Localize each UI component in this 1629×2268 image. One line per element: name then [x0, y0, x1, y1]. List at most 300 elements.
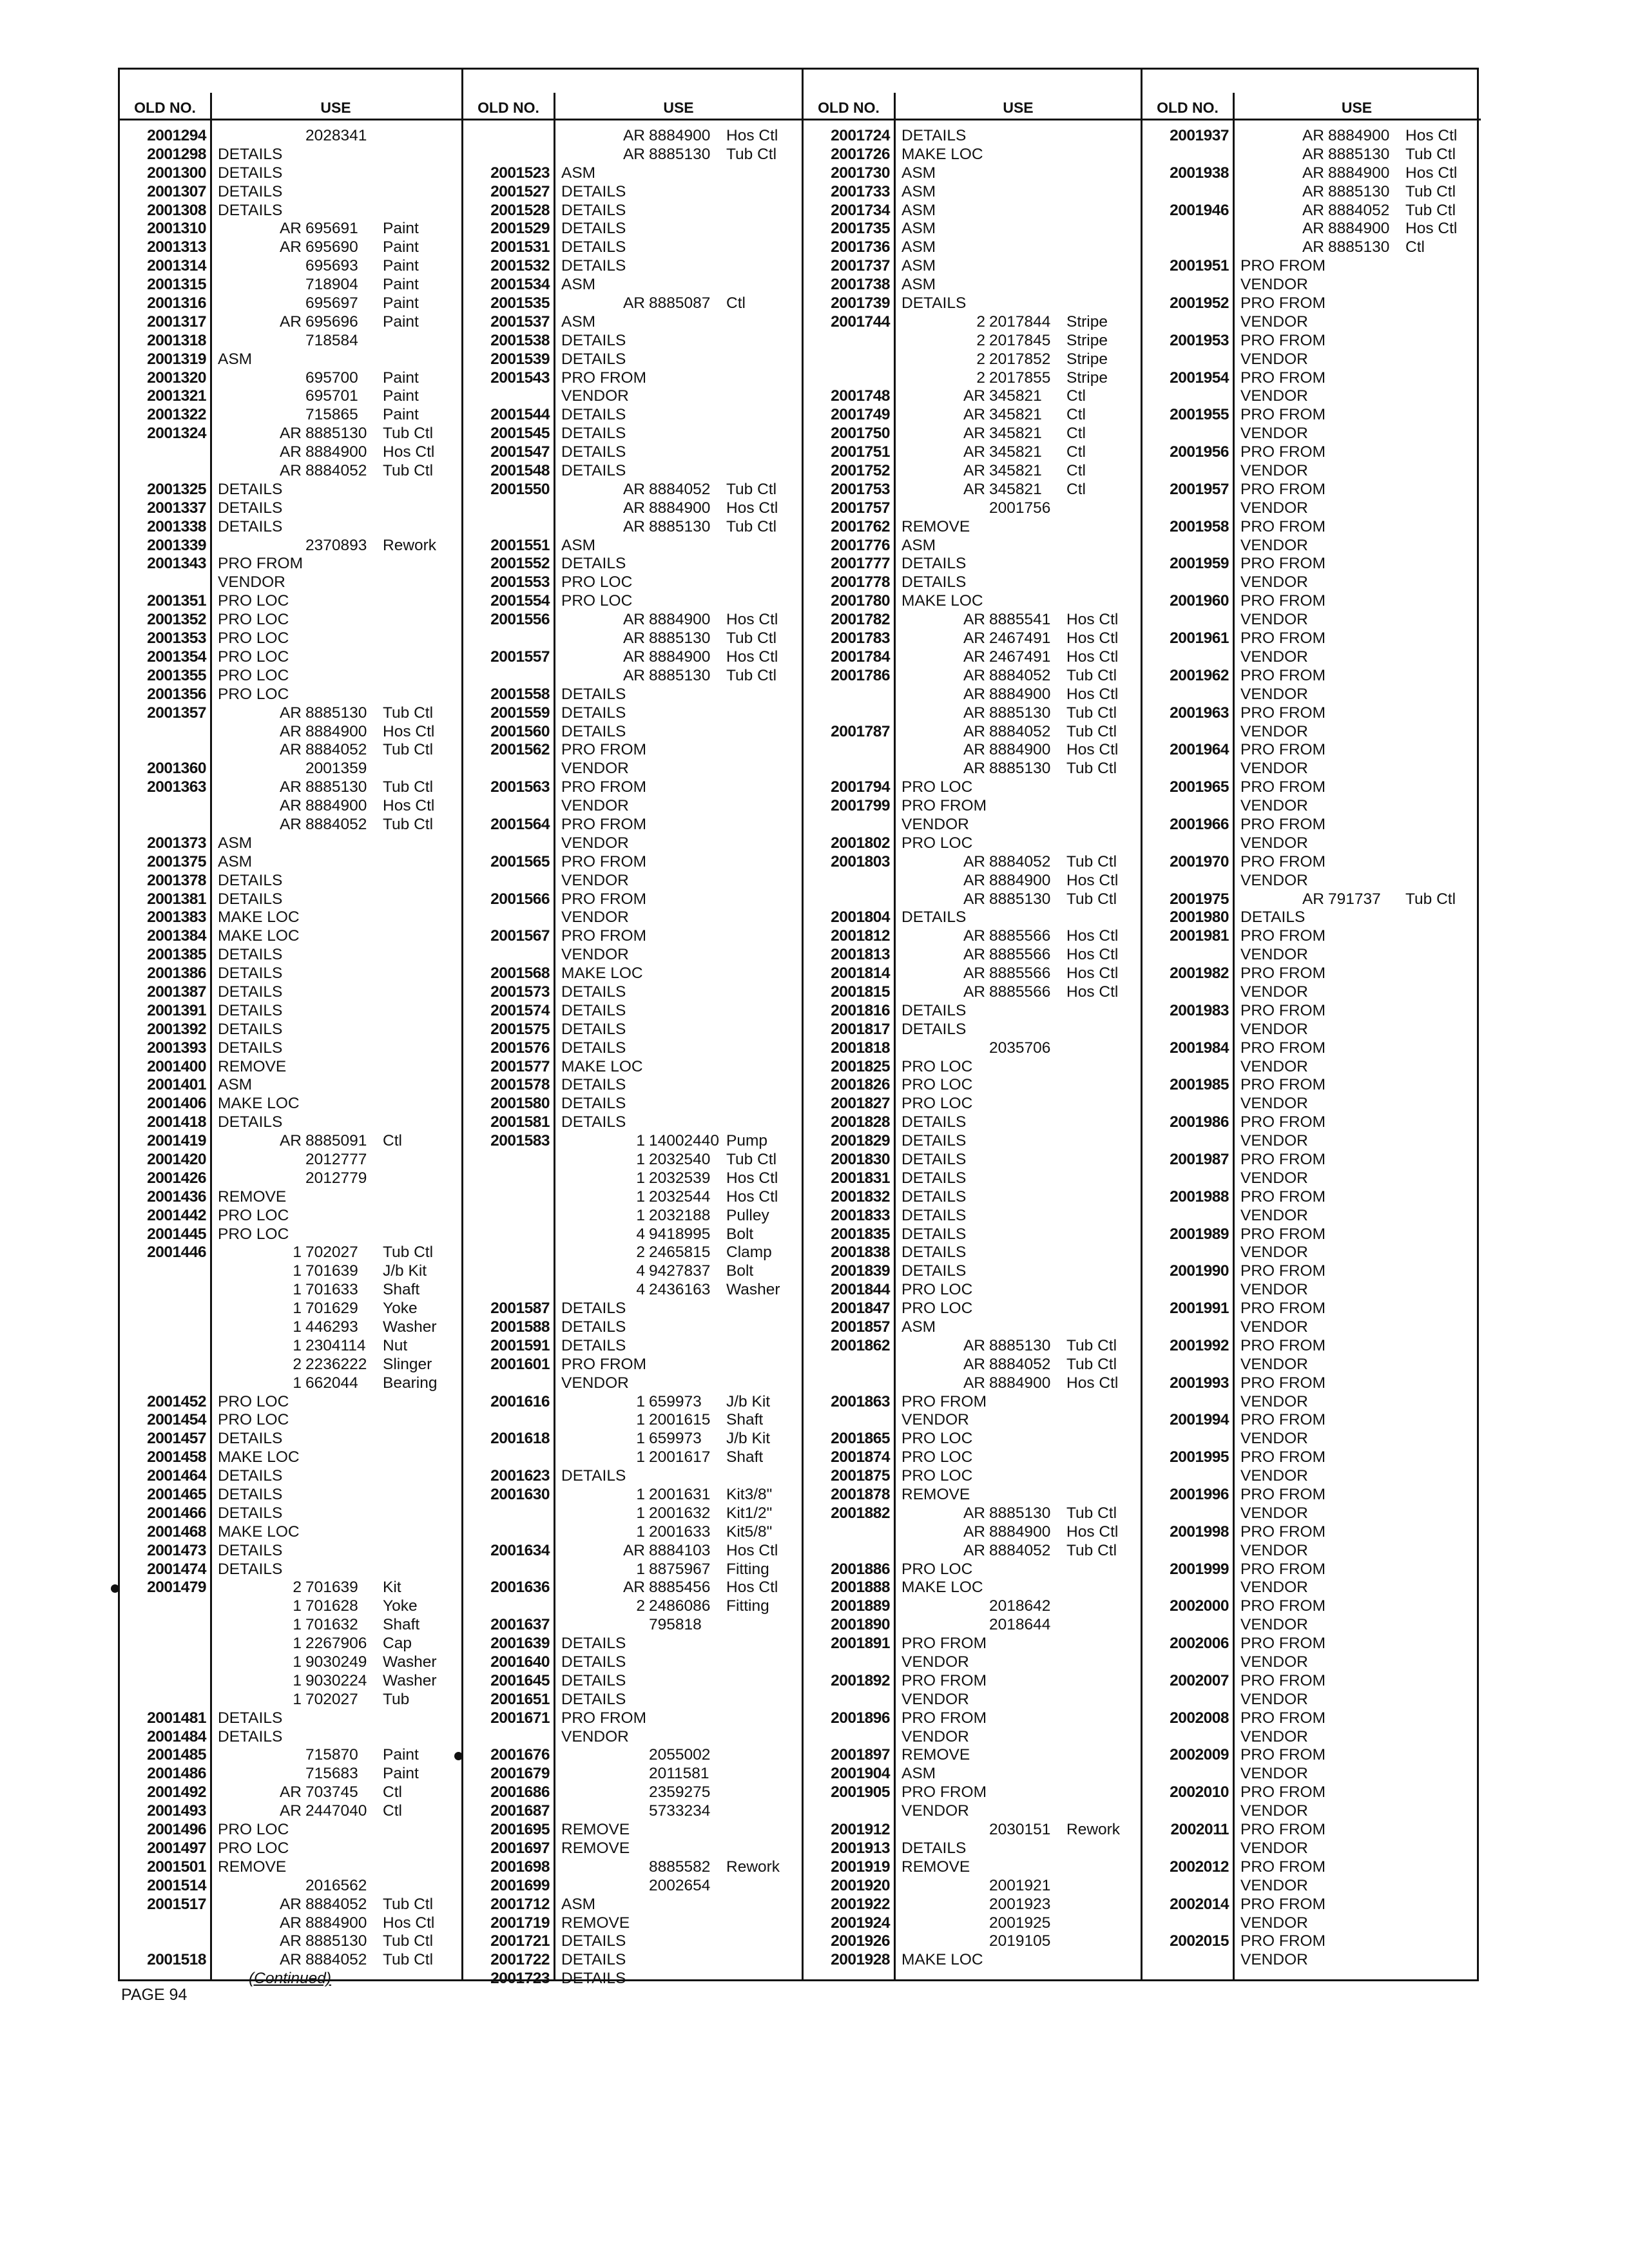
table-row — [120, 816, 461, 834]
old-number: 2001300 — [147, 164, 206, 182]
table-row — [804, 406, 1142, 425]
status-text: DETAILS — [561, 1076, 626, 1094]
part-number: 2001925 — [989, 1914, 1051, 1932]
table-row — [463, 313, 804, 332]
table-row — [120, 611, 461, 629]
part-number: 2018644 — [989, 1616, 1051, 1634]
quantity: AR — [963, 704, 985, 722]
part-number: 345821 — [989, 387, 1042, 405]
table-row — [120, 1244, 461, 1262]
table-row — [804, 1765, 1142, 1783]
table-row — [804, 816, 1142, 834]
old-number: 2001338 — [147, 517, 206, 535]
part-number: 791737 — [1328, 890, 1381, 908]
table-row — [804, 332, 1142, 351]
status-text: VENDOR — [1240, 1914, 1308, 1932]
old-number: 2001905 — [831, 1783, 890, 1802]
old-number: 2001985 — [1170, 1076, 1229, 1094]
quantity: AR — [622, 127, 645, 144]
table-row — [804, 629, 1142, 648]
old-number: 2001787 — [831, 722, 890, 740]
part-description: Hos Ctl — [1066, 629, 1119, 648]
part-description: Paint — [383, 294, 419, 312]
part-number: 2447040 — [305, 1802, 367, 1820]
quantity: 2 — [976, 331, 985, 349]
status-text: VENDOR — [1240, 276, 1308, 294]
old-number: 2001591 — [490, 1336, 550, 1354]
table-row — [1142, 1542, 1481, 1561]
old-number: 2001458 — [147, 1448, 206, 1466]
part-number: 8884900 — [989, 1374, 1051, 1392]
part-number: 2359275 — [649, 1783, 711, 1802]
table-row — [1142, 797, 1481, 816]
part-description: Ctl — [1066, 462, 1086, 480]
old-number: 2001982 — [1170, 965, 1229, 983]
table-row — [804, 1635, 1142, 1653]
part-number: 8884052 — [989, 1541, 1051, 1559]
part-description: Hos Ctl — [1066, 946, 1119, 964]
status-text: VENDOR — [1240, 462, 1308, 480]
part-number: 2012779 — [305, 1169, 367, 1187]
quantity: AR — [622, 629, 645, 648]
part-number: 8885130 — [305, 1932, 367, 1950]
table-row — [120, 1002, 461, 1021]
old-number: 2001639 — [490, 1635, 550, 1653]
old-number: 2001961 — [1170, 629, 1229, 648]
status-text: REMOVE — [901, 1858, 970, 1876]
part-description: Shaft — [726, 1448, 764, 1466]
table-row — [463, 1970, 804, 1988]
old-number: 2001383 — [147, 908, 206, 927]
old-number: 2001687 — [490, 1802, 550, 1820]
status-text: VENDOR — [1240, 1467, 1308, 1485]
status-text: DETAILS — [561, 722, 626, 740]
old-number: 2001992 — [1170, 1336, 1229, 1354]
old-number: 2001566 — [490, 890, 550, 908]
old-number: 2001739 — [831, 294, 890, 312]
quantity: 1 — [636, 1392, 645, 1410]
quantity: AR — [1302, 127, 1324, 144]
old-number: 2001812 — [831, 927, 890, 945]
status-text: VENDOR — [1240, 1244, 1308, 1262]
old-number: 2001994 — [1170, 1411, 1229, 1429]
old-number: 2001695 — [490, 1821, 550, 1839]
old-number: 2001757 — [831, 499, 890, 517]
part-description: J/b Kit — [383, 1262, 427, 1280]
part-number: 8884900 — [649, 127, 711, 144]
old-number: 2001825 — [831, 1057, 890, 1075]
table-row — [120, 127, 461, 146]
table-row — [120, 946, 461, 965]
old-number: 2001531 — [490, 238, 550, 256]
part-number: 701628 — [305, 1597, 358, 1615]
table-row — [463, 872, 804, 890]
part-number: 8885130 — [989, 1504, 1051, 1522]
table-row — [463, 611, 804, 629]
status-text: ASM — [218, 350, 253, 368]
status-text: VENDOR — [561, 760, 629, 778]
old-number: 2001857 — [831, 1318, 890, 1336]
table-row — [804, 1058, 1142, 1077]
old-number: 2001882 — [831, 1504, 890, 1522]
table-row — [804, 946, 1142, 965]
table-row — [1142, 1914, 1481, 1933]
status-text: VENDOR — [1240, 685, 1308, 703]
old-number: 2001953 — [1170, 331, 1229, 349]
old-number: 2001562 — [490, 741, 550, 759]
quantity: 1 — [293, 1690, 302, 1708]
old-number: 2001391 — [147, 1001, 206, 1019]
part-description: Cap — [383, 1635, 412, 1653]
old-number: 2001573 — [490, 983, 550, 1001]
status-text: VENDOR — [1240, 1541, 1308, 1559]
old-number: 2001623 — [490, 1467, 550, 1485]
part-number: 345821 — [989, 443, 1042, 461]
table-row — [1142, 1653, 1481, 1672]
quantity: AR — [963, 983, 985, 1001]
part-description: Ctl — [1066, 387, 1086, 405]
quantity: AR — [963, 722, 985, 740]
part-number: 8875967 — [649, 1560, 711, 1578]
part-number: 695701 — [305, 387, 358, 405]
table-row — [463, 1579, 804, 1597]
quantity: AR — [963, 685, 985, 703]
table-row — [804, 1783, 1142, 1802]
old-number: 2001833 — [831, 1206, 890, 1224]
status-text: PRO FROM — [561, 369, 647, 387]
part-number: 8884900 — [649, 499, 711, 517]
table-row — [120, 425, 461, 443]
table-row — [120, 1430, 461, 1448]
old-number: 2001904 — [831, 1765, 890, 1783]
old-number: 2001474 — [147, 1560, 206, 1578]
old-number: 2001465 — [147, 1486, 206, 1504]
quantity: AR — [279, 1951, 302, 1969]
quantity: 1 — [293, 1597, 302, 1615]
quantity: 2 — [636, 1244, 645, 1262]
table-row — [120, 1783, 461, 1802]
table-row — [120, 741, 461, 760]
old-number: 2001926 — [831, 1932, 890, 1950]
table-row — [804, 1746, 1142, 1765]
status-text: REMOVE — [218, 1187, 287, 1206]
table-row — [1142, 1151, 1481, 1169]
table-row — [120, 1169, 461, 1188]
status-text: MAKE LOC — [901, 1951, 983, 1969]
table-row — [804, 1579, 1142, 1597]
table-row — [120, 462, 461, 481]
table-row — [120, 1932, 461, 1951]
table-row — [463, 927, 804, 946]
table-row — [804, 1691, 1142, 1709]
quantity: 1 — [293, 1653, 302, 1671]
part-number: 701639 — [305, 1579, 358, 1597]
status-text: DETAILS — [561, 406, 626, 424]
table-row — [463, 462, 804, 481]
old-number: 2001486 — [147, 1765, 206, 1783]
status-text: MAKE LOC — [561, 965, 643, 983]
part-number: 8885130 — [989, 760, 1051, 778]
status-text: PRO FROM — [901, 1709, 987, 1727]
table-row — [463, 1337, 804, 1356]
table-row — [804, 1039, 1142, 1058]
quantity: AR — [963, 462, 985, 480]
part-number: 2304114 — [305, 1336, 366, 1354]
table-row — [804, 1113, 1142, 1132]
old-number: 2001357 — [147, 704, 206, 722]
status-text: PRO FROM — [1240, 1746, 1326, 1764]
old-number: 2001308 — [147, 201, 206, 219]
old-number: 2001780 — [831, 592, 890, 610]
part-number: 2011581 — [649, 1765, 709, 1783]
table-row — [1142, 183, 1481, 202]
part-number: 8885130 — [305, 425, 367, 443]
table-row — [804, 965, 1142, 983]
table-row — [463, 1486, 804, 1504]
quantity: AR — [1302, 220, 1324, 238]
part-number: 701632 — [305, 1616, 358, 1634]
part-number: 9030224 — [305, 1671, 367, 1689]
part-number: 8885091 — [305, 1132, 367, 1150]
table-row — [804, 797, 1142, 816]
table-row — [804, 443, 1142, 462]
status-text: DETAILS — [901, 1169, 967, 1187]
old-number: 2002015 — [1170, 1932, 1229, 1950]
status-text: MAKE LOC — [218, 1523, 300, 1541]
old-number: 2001831 — [831, 1169, 890, 1187]
table-row — [804, 1951, 1142, 1970]
table-row — [120, 294, 461, 313]
status-text: VENDOR — [1240, 1355, 1308, 1373]
table-row — [463, 387, 804, 406]
table-row — [804, 1244, 1142, 1262]
part-number: 9418995 — [649, 1225, 711, 1243]
table-row — [1142, 294, 1481, 313]
old-number: 2001442 — [147, 1206, 206, 1224]
part-number: 345821 — [989, 480, 1042, 498]
status-text: VENDOR — [1240, 1430, 1308, 1448]
status-text: ASM — [901, 220, 936, 238]
table-row — [463, 518, 804, 537]
part-description: Hos Ctl — [1066, 1523, 1119, 1541]
part-description: Hos Ctl — [1066, 611, 1119, 629]
quantity: 1 — [636, 1132, 645, 1150]
table-row — [120, 1337, 461, 1356]
table-row — [1142, 555, 1481, 573]
quantity: AR — [963, 852, 985, 870]
table-row — [1142, 518, 1481, 537]
part-number: 8884052 — [649, 480, 711, 498]
table-row — [1142, 1746, 1481, 1765]
table-row — [1142, 629, 1481, 648]
quantity: AR — [622, 499, 645, 517]
table-row — [1142, 238, 1481, 257]
old-number: 2001558 — [490, 685, 550, 703]
old-number: 2002010 — [1170, 1783, 1229, 1802]
status-text: ASM — [561, 1895, 596, 1913]
part-number: 2032544 — [649, 1187, 711, 1206]
part-number: 345821 — [989, 406, 1042, 424]
status-text: PRO LOC — [218, 685, 289, 703]
table-row — [120, 406, 461, 425]
status-text: PRO FROM — [1240, 815, 1326, 833]
table-row — [1142, 741, 1481, 760]
part-number: 718584 — [305, 331, 358, 349]
status-text: ASM — [901, 238, 936, 256]
status-text: PRO LOC — [901, 778, 973, 796]
quantity: AR — [963, 406, 985, 424]
table-row — [120, 518, 461, 537]
old-number: 2001735 — [831, 220, 890, 238]
old-number: 2001294 — [147, 127, 206, 144]
status-text: ASM — [901, 182, 936, 200]
status-text: DETAILS — [561, 1653, 626, 1671]
table-column-2 — [461, 70, 804, 1988]
old-number: 2001337 — [147, 499, 206, 517]
part-description: Tub Ctl — [726, 629, 777, 648]
part-number: 2018642 — [989, 1597, 1051, 1615]
table-row — [804, 294, 1142, 313]
status-text: VENDOR — [1240, 722, 1308, 740]
status-text: DETAILS — [901, 1839, 967, 1857]
status-text: PRO FROM — [561, 815, 647, 833]
part-description: Tub Ctl — [383, 815, 434, 833]
part-description: Tub Ctl — [1066, 722, 1117, 740]
status-text: PRO LOC — [218, 1225, 289, 1243]
old-number: 2001803 — [831, 852, 890, 870]
status-text: VENDOR — [1240, 1876, 1308, 1894]
status-text: VENDOR — [1240, 983, 1308, 1001]
table-row — [804, 1374, 1142, 1393]
status-text: PRO LOC — [218, 1821, 289, 1839]
quantity: 2 — [636, 1597, 645, 1615]
old-number: 2001580 — [490, 1095, 550, 1113]
old-number: 2001523 — [490, 164, 550, 182]
table-row — [1142, 1225, 1481, 1244]
table-row — [463, 183, 804, 202]
status-text: DETAILS — [561, 257, 626, 275]
status-text: PRO FROM — [1240, 443, 1326, 461]
table-row — [463, 1039, 804, 1058]
status-text: PRO FROM — [1240, 1821, 1326, 1839]
status-text: PRO LOC — [218, 592, 289, 610]
old-number: 2001970 — [1170, 852, 1229, 870]
old-number: 2001783 — [831, 629, 890, 648]
old-number: 2001863 — [831, 1392, 890, 1410]
quantity: AR — [963, 387, 985, 405]
quantity: AR — [279, 778, 302, 796]
column-header — [1142, 93, 1481, 120]
table-row — [804, 1914, 1142, 1933]
old-number: 2001838 — [831, 1244, 890, 1262]
part-description: Fitting — [726, 1597, 769, 1615]
old-number: 2001537 — [490, 312, 550, 331]
table-row — [463, 1225, 804, 1244]
old-number: 2001363 — [147, 778, 206, 796]
status-text: PRO FROM — [1240, 1560, 1326, 1578]
quantity: 1 — [293, 1336, 302, 1354]
table-row — [463, 537, 804, 555]
status-text: ASM — [901, 1765, 936, 1783]
old-number: 2001786 — [831, 666, 890, 684]
old-number: 2001325 — [147, 480, 206, 498]
old-number: 2001891 — [831, 1635, 890, 1653]
old-number: 2001922 — [831, 1895, 890, 1913]
table-row — [1142, 778, 1481, 797]
quantity: AR — [963, 760, 985, 778]
part-description: Yoke — [383, 1300, 418, 1318]
table-row — [120, 667, 461, 686]
table-row — [463, 1896, 804, 1914]
table-row — [1142, 946, 1481, 965]
table-row — [120, 387, 461, 406]
part-description: Hos Ctl — [726, 1541, 778, 1559]
part-description: Ctl — [1405, 238, 1425, 256]
status-text: PRO FROM — [901, 1783, 987, 1802]
part-number: 2017845 — [989, 331, 1051, 349]
table-row — [463, 816, 804, 834]
part-number: 8885130 — [1328, 238, 1390, 256]
part-description: J/b Kit — [726, 1392, 771, 1410]
table-row — [804, 741, 1142, 760]
status-text: PRO FROM — [1240, 741, 1326, 759]
old-number: 2001736 — [831, 238, 890, 256]
table-row — [120, 164, 461, 183]
table-row — [463, 1002, 804, 1021]
old-number: 2001738 — [831, 276, 890, 294]
table-row — [1142, 667, 1481, 686]
old-number: 2001492 — [147, 1783, 206, 1802]
table-row — [804, 1281, 1142, 1300]
status-text: PRO FROM — [1240, 555, 1326, 573]
status-text: PRO FROM — [1240, 778, 1326, 796]
status-text: DETAILS — [901, 1206, 967, 1224]
table-row — [804, 518, 1142, 537]
table-row — [804, 1188, 1142, 1207]
old-number: 2001547 — [490, 443, 550, 461]
table-row — [1142, 1430, 1481, 1448]
status-text: PRO FROM — [1240, 1336, 1326, 1354]
table-row — [1142, 1095, 1481, 1113]
old-number: 2001356 — [147, 685, 206, 703]
quantity: AR — [279, 722, 302, 740]
quantity: AR — [622, 517, 645, 535]
header-old-no: OLD NO. — [1157, 99, 1219, 116]
old-number: 2002000 — [1170, 1597, 1229, 1615]
part-number: 2017852 — [989, 350, 1051, 368]
status-text: VENDOR — [1240, 1057, 1308, 1075]
status-text: VENDOR — [1240, 1392, 1308, 1410]
part-number: 2055002 — [649, 1746, 711, 1764]
part-number: 5733234 — [649, 1802, 711, 1820]
header-old-no: OLD NO. — [818, 99, 880, 116]
part-description: Washer — [383, 1653, 437, 1671]
old-number: 2001958 — [1170, 517, 1229, 535]
part-number: 2030151 — [989, 1821, 1051, 1839]
part-description: Nut — [383, 1336, 408, 1354]
status-text: DETAILS — [218, 145, 283, 163]
table-row — [463, 1561, 804, 1579]
quantity: 2 — [293, 1355, 302, 1373]
old-number: 2001473 — [147, 1541, 206, 1559]
old-number: 2001527 — [490, 182, 550, 200]
quantity: AR — [963, 611, 985, 629]
table-row — [463, 573, 804, 592]
table-column-1 — [120, 70, 461, 1988]
old-number: 2001563 — [490, 778, 550, 796]
status-text: PRO FROM — [1240, 294, 1326, 312]
table-row — [463, 1542, 804, 1561]
